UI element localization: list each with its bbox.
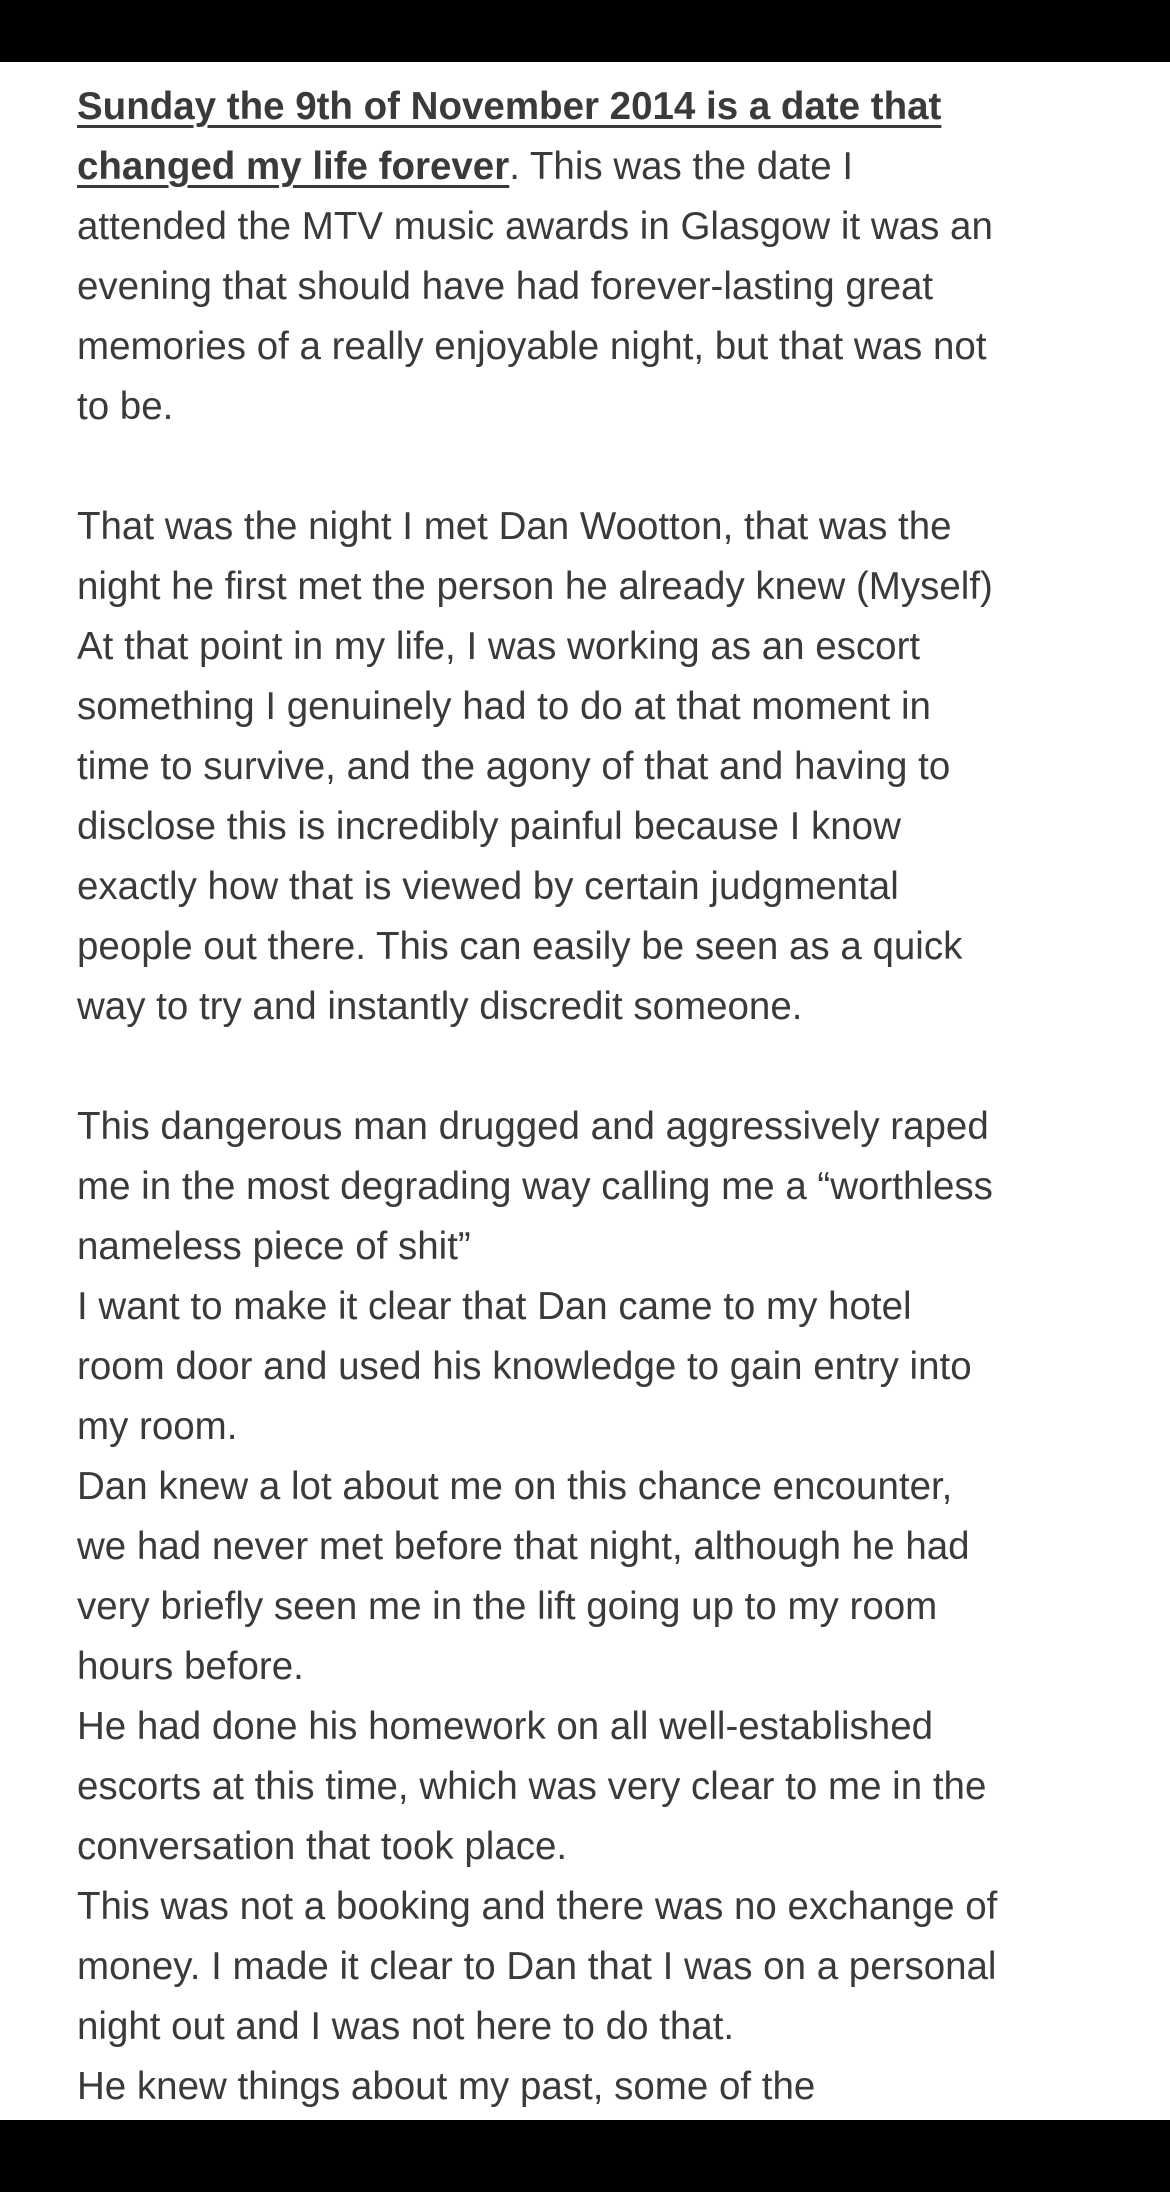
text-line: This dangerous man drugged and aggressively raped [77, 1105, 989, 1148]
text-line: people out there. This can easily be seen as a quick [77, 925, 963, 968]
text-line: escorts at this time, which was very clear to me in the [77, 1765, 987, 1808]
text-line: At that point in my life, I was working as an escort [77, 625, 921, 668]
text-line: This was not a booking and there was no exchange of [77, 1885, 998, 1928]
text-line: evening that should have had forever-lasting great [77, 265, 934, 308]
note-body[interactable] [0, 62, 1170, 2120]
bottom-black-bar [0, 2120, 1170, 2192]
text-line: hours before. [77, 1645, 304, 1688]
text-line: That was the night I met Dan Wootton, that was the [77, 505, 952, 548]
text-line: conversation that took place. [77, 1825, 568, 1868]
text-line: disclose this is incredibly painful because I know [77, 805, 901, 848]
text-fragment: . This was the date I [509, 145, 854, 188]
top-black-bar [0, 0, 1170, 62]
text-line: night out and I was not here to do that. [77, 2005, 735, 2048]
text-line: we had never met before that night, although he had [77, 1525, 970, 1568]
text-line: attended the MTV music awards in Glasgow it was an [77, 205, 993, 248]
paragraph-gap [77, 1037, 1157, 1097]
text-line: something I genuinely had to do at that moment in [77, 685, 931, 728]
text-line: memories of a really enjoyable night, but that was not [77, 325, 987, 368]
text-line: He knew things about my past, some of the [77, 2065, 816, 2108]
text-line: He had done his homework on all well-established [77, 1705, 934, 1748]
text-line: money. I made it clear to Dan that I was on a personal [77, 1945, 997, 1988]
note-text[interactable] [77, 77, 1157, 2117]
text-line: night he first met the person he already knew (Myself) [77, 565, 993, 608]
text-line: nameless piece of shit” [77, 1225, 471, 1268]
text-line: Dan knew a lot about me on this chance encounter, [77, 1465, 953, 1508]
emphasized-date-statement: Sunday the 9th of November 2014 is a date that [77, 85, 942, 128]
paragraph-gap [77, 437, 1157, 497]
text-line [77, 77, 1157, 137]
text-line: exactly how that is viewed by certain judgmental [77, 865, 899, 908]
text-line: me in the most degrading way calling me a “worthless [77, 1165, 993, 1208]
text-line: my room. [77, 1405, 238, 1448]
text-line: I want to make it clear that Dan came to my hotel [77, 1285, 912, 1328]
text-line: time to survive, and the agony of that and having to [77, 745, 951, 788]
text-line: way to try and instantly discredit someone. [77, 985, 803, 1028]
text-line: to be. [77, 385, 174, 428]
text-line: room door and used his knowledge to gain entry into [77, 1345, 972, 1388]
text-line: very briefly seen me in the lift going up to my room [77, 1585, 938, 1628]
emphasized-date-statement-end: changed my life forever [77, 145, 510, 188]
text-line [77, 137, 1157, 197]
